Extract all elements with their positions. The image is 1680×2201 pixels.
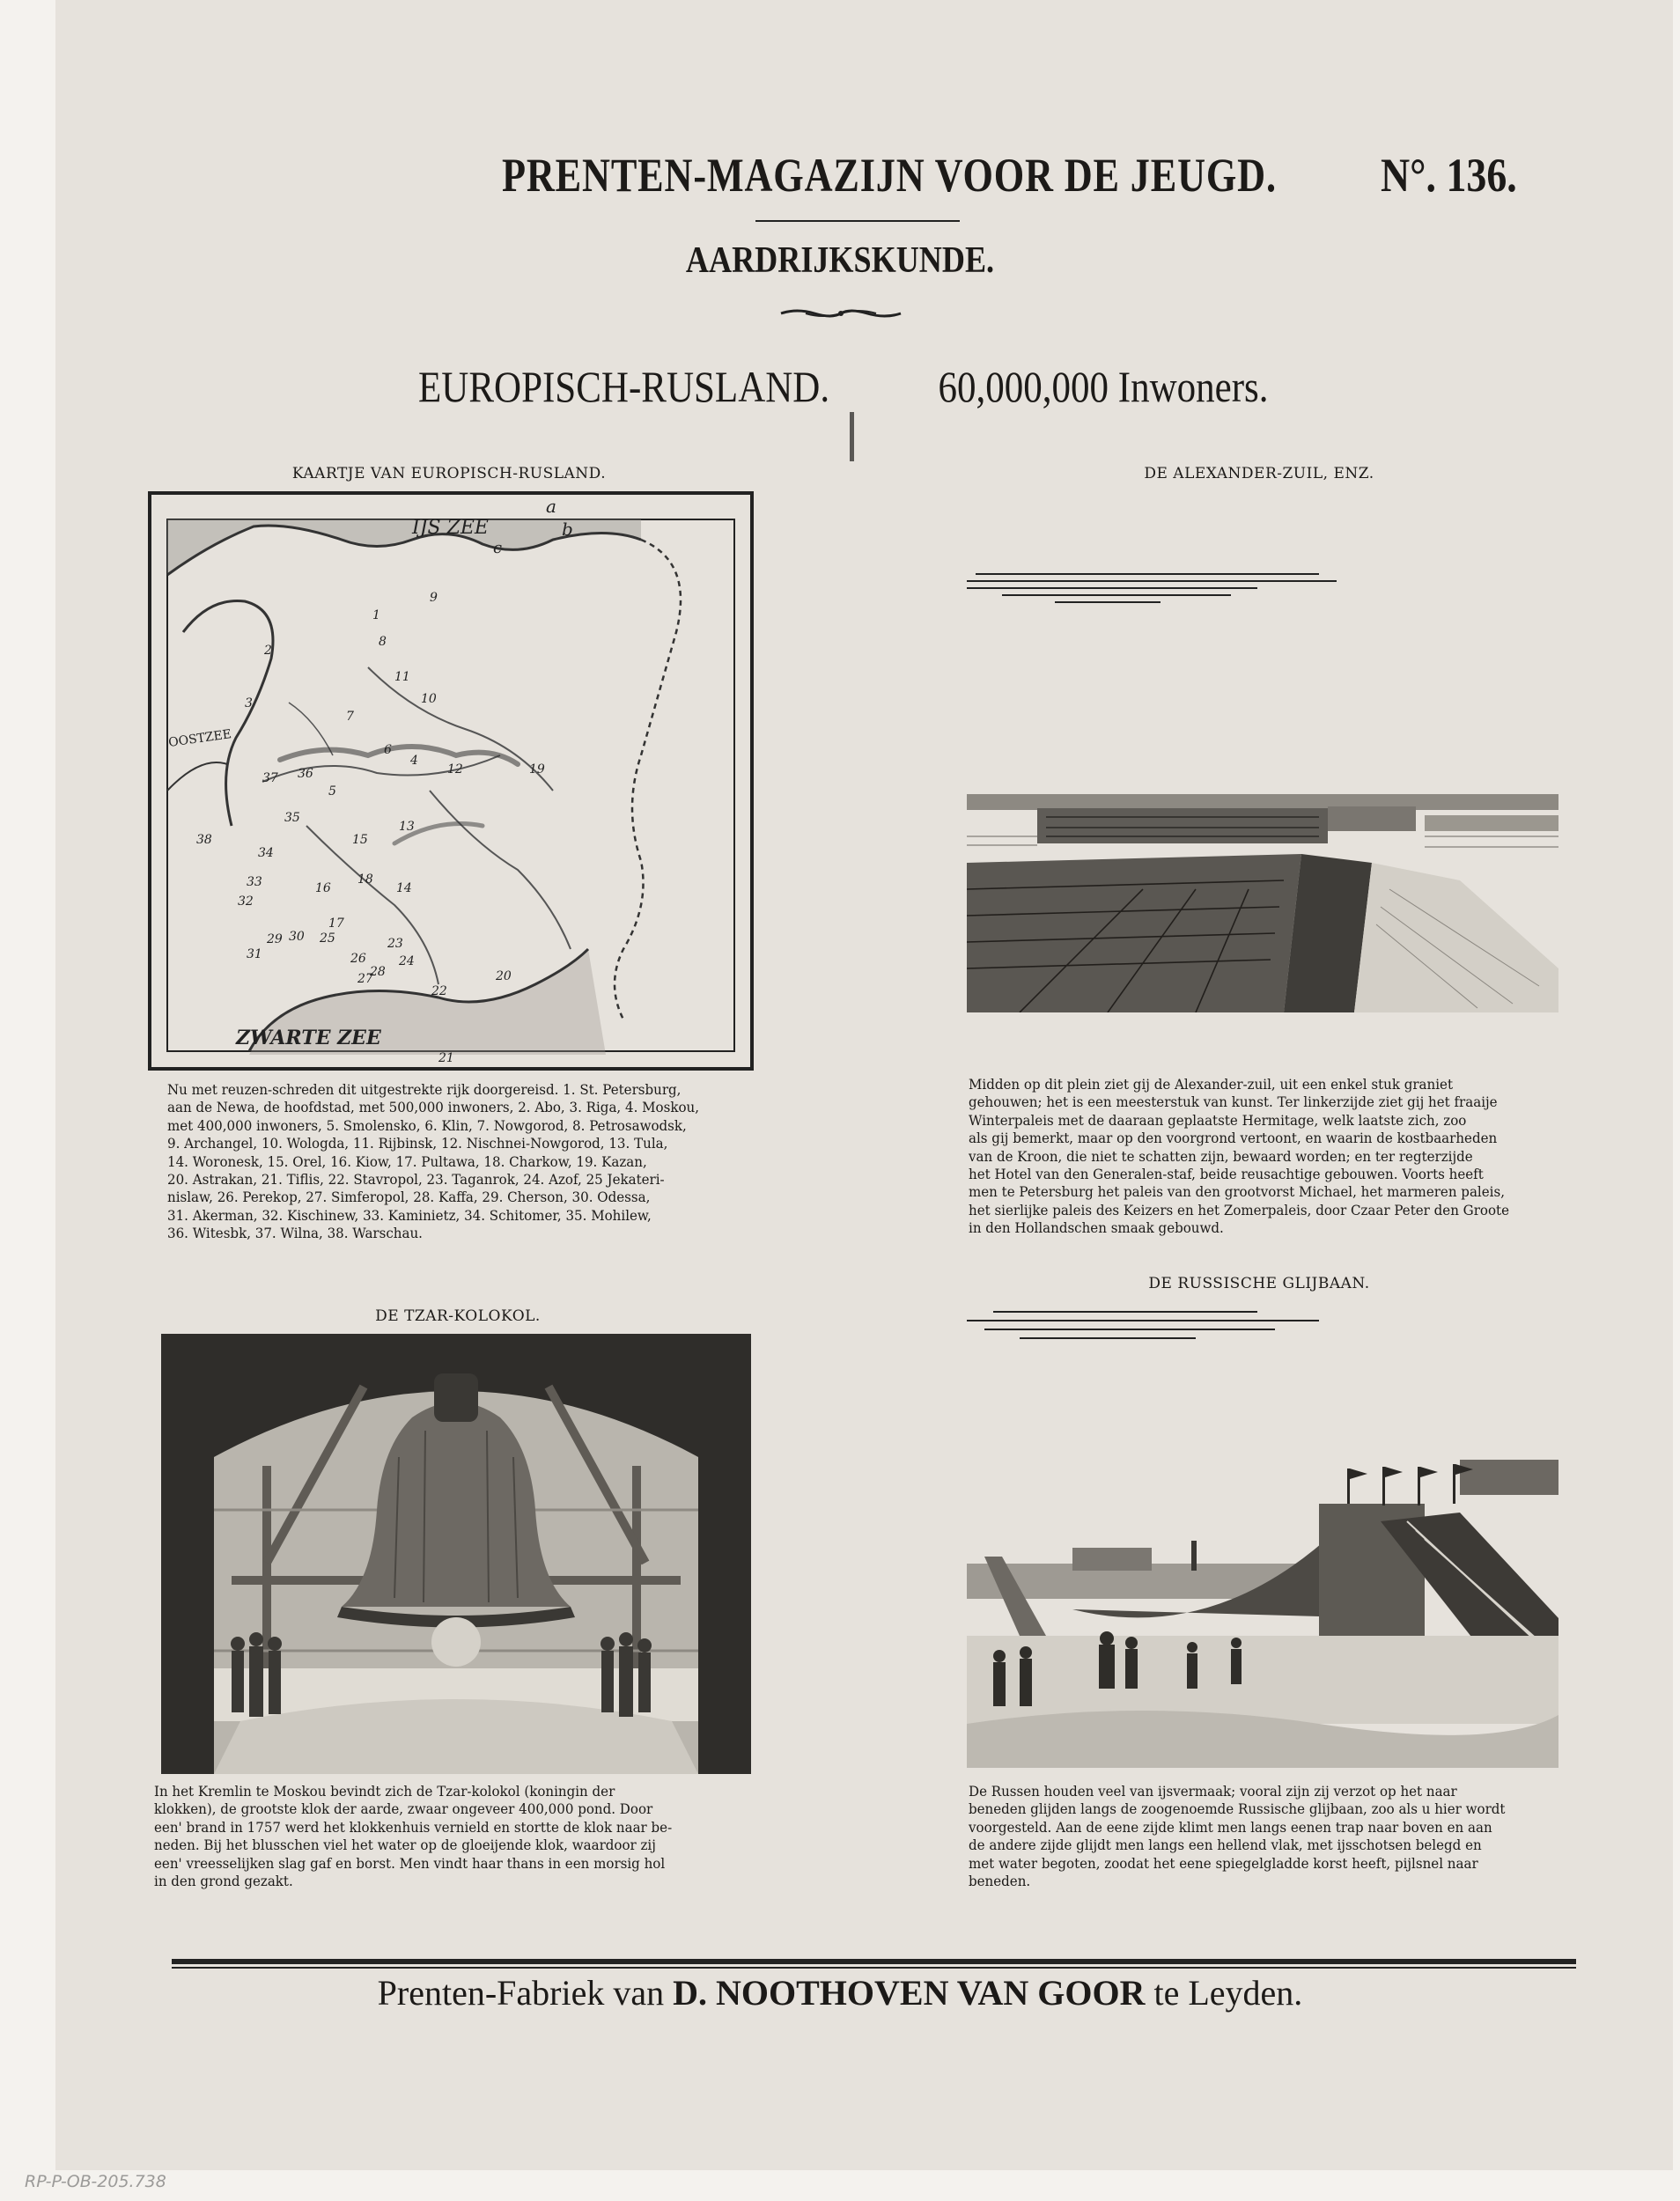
map-label-oostzee: OOSTZEE [167,727,232,750]
text-line: 36. Witesbk, 37. Wilna, 38. Warschau. [167,1225,423,1242]
magazine-title: PRENTEN-MAGAZIJN VOOR DE JEUGD. [502,149,1277,202]
text-line: 14. Woronesk, 15. Orel, 16. Kiow, 17. Pultawa, 18. Charkow, 19. Kazan, [167,1152,647,1170]
map-number: 6 [384,743,392,757]
map-number: 1 [372,608,380,622]
text-line: Winterpaleis met de daaraan geplaatste Hermitage, welk laatste zich, zoo [969,1111,1467,1129]
text-line: nislaw, 26. Perekop, 27. Simferopol, 28. Kaffa, 29. Cherson, 30. Odessa, [167,1189,651,1206]
map-number: 8 [379,635,387,649]
bell-caption: DE TZAR-KOLOKOL. [375,1307,541,1325]
map-number: 38 [196,833,212,847]
text-line: het sierlijke paleis des Keizers en het Zomerpaleis, door Czaar Peter den Groote [969,1201,1509,1218]
text-line: gehouwen; het is een meesterstuk van kunst. Ter linkerzijde ziet gij het fraaije [969,1093,1498,1111]
text-line: 9. Archangel, 10. Wologda, 11. Rijbinsk, 12. Nischnei-Nowgorod, 13. Tula, [167,1135,668,1152]
text-line: De Russen houden veel van ijsvermaak; vooral zijn zij verzot op het naar [969,1783,1457,1800]
slide-caption: DE RUSSISCHE GLIJBAAN. [1148,1275,1370,1292]
slide-illustration [967,1310,1558,1768]
map-panel [148,491,754,1071]
map-number: 14 [396,881,412,895]
text-line: van de Kroon, die niet te schatten zijn, bewaard worden; en ter regterzijde [969,1147,1473,1165]
map-number: 35 [284,811,300,825]
text-line: aan de Newa, de hoofdstad, met 500,000 inwoners, 2. Abo, 3. Riga, 4. Moskou, [167,1099,700,1116]
map-label-ijs-zee: IJS ZEE [412,517,489,539]
map-number: 4 [410,754,418,768]
text-line: een' vreesselijken slag gaf en borst. Men vindt haar thans in een morsig hol [154,1854,666,1872]
map-number: 19 [529,762,545,777]
map-number: 31 [247,947,262,961]
text-line: de andere zijde glijdt men langs een hellend vlak, met ijsschotsen belegd en [969,1837,1482,1854]
footer-rule-thin [172,1967,1576,1969]
map-number: 29 [267,932,283,946]
publisher-prefix: Prenten-Fabriek van [377,1973,665,2013]
issue-number: N°. 136. [1381,149,1517,202]
slide-description [969,1783,1594,1890]
map-number: 37 [262,771,278,785]
text-line: neden. Bij het blusschen viel het water op de gloeijende klok, waardoor zij [154,1837,656,1854]
map-number: 23 [387,937,403,951]
tsar-bell-engraving [161,1334,751,1774]
russian-ice-slide-engraving [967,1310,1558,1768]
map-number: 24 [399,954,415,968]
inventory-number: RP-P-OB-205.738 [25,2172,166,2191]
text-line: een' brand in 1757 werd het klokkenhuis vernield en stortte de klok naar be- [154,1818,673,1836]
map-label-b: b [562,519,573,540]
map-number: 9 [430,591,438,605]
map-number: 26 [350,952,366,966]
map-number: 7 [346,710,354,724]
text-line: klokken), de grootste klok der aarde, zwaar ongeveer 400,000 pond. Door [154,1800,653,1818]
map-number: 33 [247,875,262,889]
text-line: in den Hollandschen smaak gebouwd. [969,1219,1224,1237]
map-number: 20 [496,969,512,983]
publisher-name: D. NOOTHOVEN VAN GOOR [673,1973,1146,2013]
map-of-european-russia [148,491,754,1071]
map-number: 36 [298,767,313,781]
country-name: EUROPISCH-RUSLAND. [417,362,830,411]
alexander-caption: DE ALEXANDER-ZUIL, ENZ. [1144,465,1374,482]
map-number: 11 [394,670,410,684]
footer-rule-thick [172,1959,1576,1964]
text-line: het Hotel van den Generalen-staf, beide reusachtige gebouwen. Voorts heeft [969,1166,1484,1183]
publisher-line [0,1972,1680,2013]
map-number: 28 [370,965,386,979]
map-number: 10 [421,692,437,706]
palace-square-engraving [967,572,1558,1012]
alexander-description [969,1076,1594,1238]
map-number: 16 [315,881,331,895]
text-line: Midden op dit plein ziet gij de Alexander-zuil, uit een enkel stuk graniet [969,1076,1454,1093]
text-line: men te Petersburg het paleis van den grootvorst Michael, het marmeren paleis, [969,1183,1505,1201]
ornament-divider [779,306,903,320]
map-number: 2 [264,644,272,658]
text-line: 20. Astrakan, 21. Tiflis, 22. Stavropol, 23. Taganrok, 24. Azof, 25 Jekateri- [167,1171,665,1189]
map-label-zwarte-zee: ZWARTE ZEE [236,1027,381,1049]
subject-title: AARDRIJKSKUNDE. [685,240,995,281]
map-caption: KAARTJE VAN EUROPISCH-RUSLAND. [291,465,607,482]
text-line: In het Kremlin te Moskou bevindt zich de Tzar-kolokol (koningin der [154,1783,615,1800]
text-line: voorgesteld. Aan de eene zijde klimt men langs eenen trap naar boven en aan [969,1818,1492,1836]
map-number: 25 [320,931,335,946]
text-line: Nu met reuzen-schreden dit uitgestrekte rijk doorgereisd. 1. St. Petersburg, [167,1081,682,1098]
bell-illustration [161,1334,751,1774]
map-number: 13 [399,820,415,834]
text-line: beneden glijden langs de zoogenoemde Russische glijbaan, zoo als u hier wordt [969,1800,1506,1818]
map-description [167,1081,792,1243]
text-line: als gij bemerkt, maar op den voorgrond vertoont, en waarin de kostbaarheden [969,1130,1498,1147]
map-number: 34 [258,846,274,860]
population: 60,000,000 Inwoners. [938,362,1269,411]
map-number: 18 [357,872,373,887]
map-number: 17 [328,916,344,931]
map-number: 22 [431,984,447,998]
publisher-suffix: te Leyden. [1153,1973,1303,2013]
map-number: 3 [245,696,253,710]
text-line: beneden. [969,1873,1031,1890]
text-line: in den grond gezakt. [154,1873,293,1890]
text-line: 31. Akerman, 32. Kischinew, 33. Kaminietz, 34. Schitomer, 35. Mohilew, [167,1206,652,1224]
map-label-c: c [493,539,503,557]
title-rule [755,220,960,222]
map-number: 32 [238,894,254,909]
print-mark [850,412,854,461]
alexander-illustration [967,572,1558,1012]
text-line: met 400,000 inwoners, 5. Smolensko, 6. Klin, 7. Nowgorod, 8. Petrosawodsk, [167,1116,687,1134]
map-number: 27 [357,972,373,986]
bell-description [154,1783,775,1890]
map-label-a: a [546,496,556,517]
map-number: 12 [447,762,463,777]
map-number: 15 [352,833,368,847]
map-number: 5 [328,784,336,799]
country-heading [0,361,1680,412]
map-number: 30 [289,930,305,944]
text-line: met water begoten, zoodat het eene spiegelgladde korst heeft, pijlsnel naar [969,1854,1478,1872]
map-number: 21 [438,1051,454,1065]
